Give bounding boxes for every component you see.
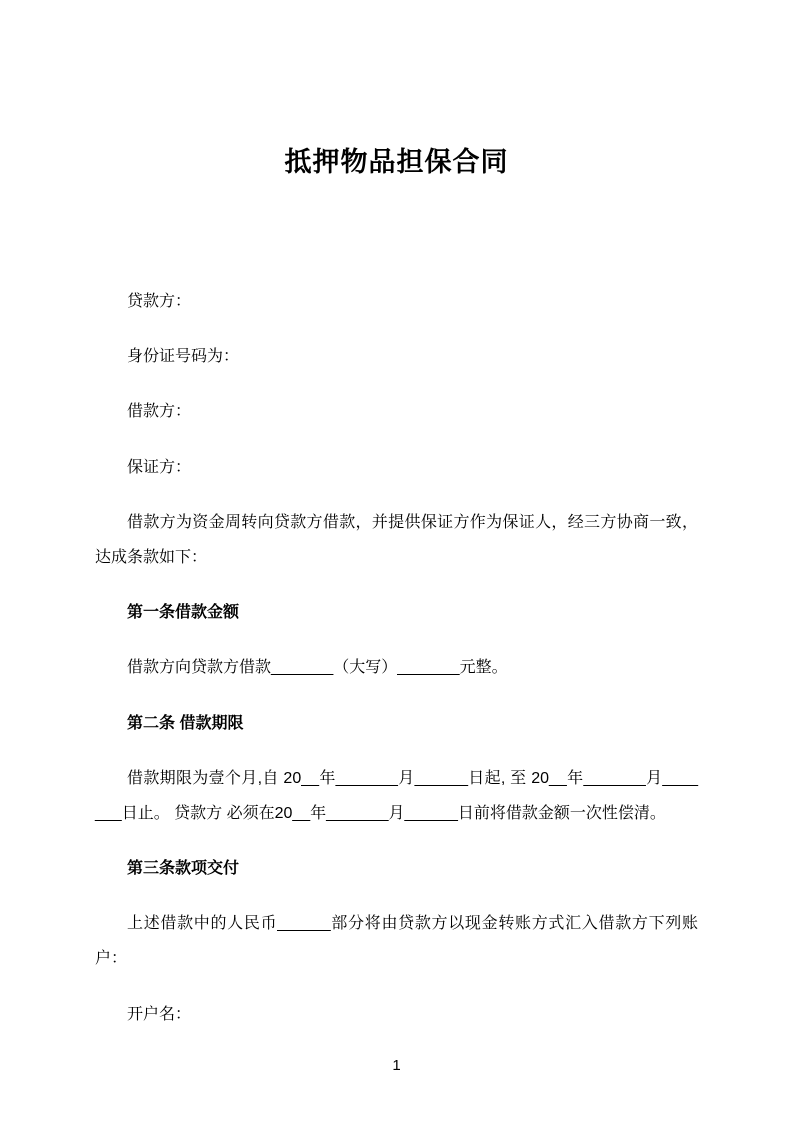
paragraph-guarantor-label: 保证方： [127,458,192,476]
paragraph-borrower-label: 借款方： [127,403,192,421]
heading-article-2: 第二条 借款期限 [127,714,244,732]
paragraph-loan-amount: 借款方向贷款方借款_______（大写）_______元整。 [127,659,508,677]
document-title: 抵押物品担保合同 [284,147,509,177]
heading-article-1: 第一条借款金额 [127,604,240,622]
paragraph-payment-delivery: 上述借款中的人民币______部分将由贷款方以现金转账方式汇入借款方下列账户： [95,915,698,968]
paragraph-lender-label: 贷款方： [127,293,192,310]
page-number: 1 [392,1057,401,1074]
heading-article-3: 第三条款项交付 [127,860,240,878]
paragraph-loan-term: 借款期限为壹个月,自 20__年_______月______日起, 至 20__年_______月_______日止。 贷款方 必须在20__年_______月______日前将借款金额一次性偿清。 [95,769,698,822]
paragraph-account-name-label: 开户名： [127,1005,192,1023]
paragraph-id-number-label: 身份证号码为： [127,348,240,366]
paragraph-preamble: 借款方为资金周转向贷款方借款，并提供保证方作为保证人，经三方协商一致，达成条款如下： [95,513,698,566]
